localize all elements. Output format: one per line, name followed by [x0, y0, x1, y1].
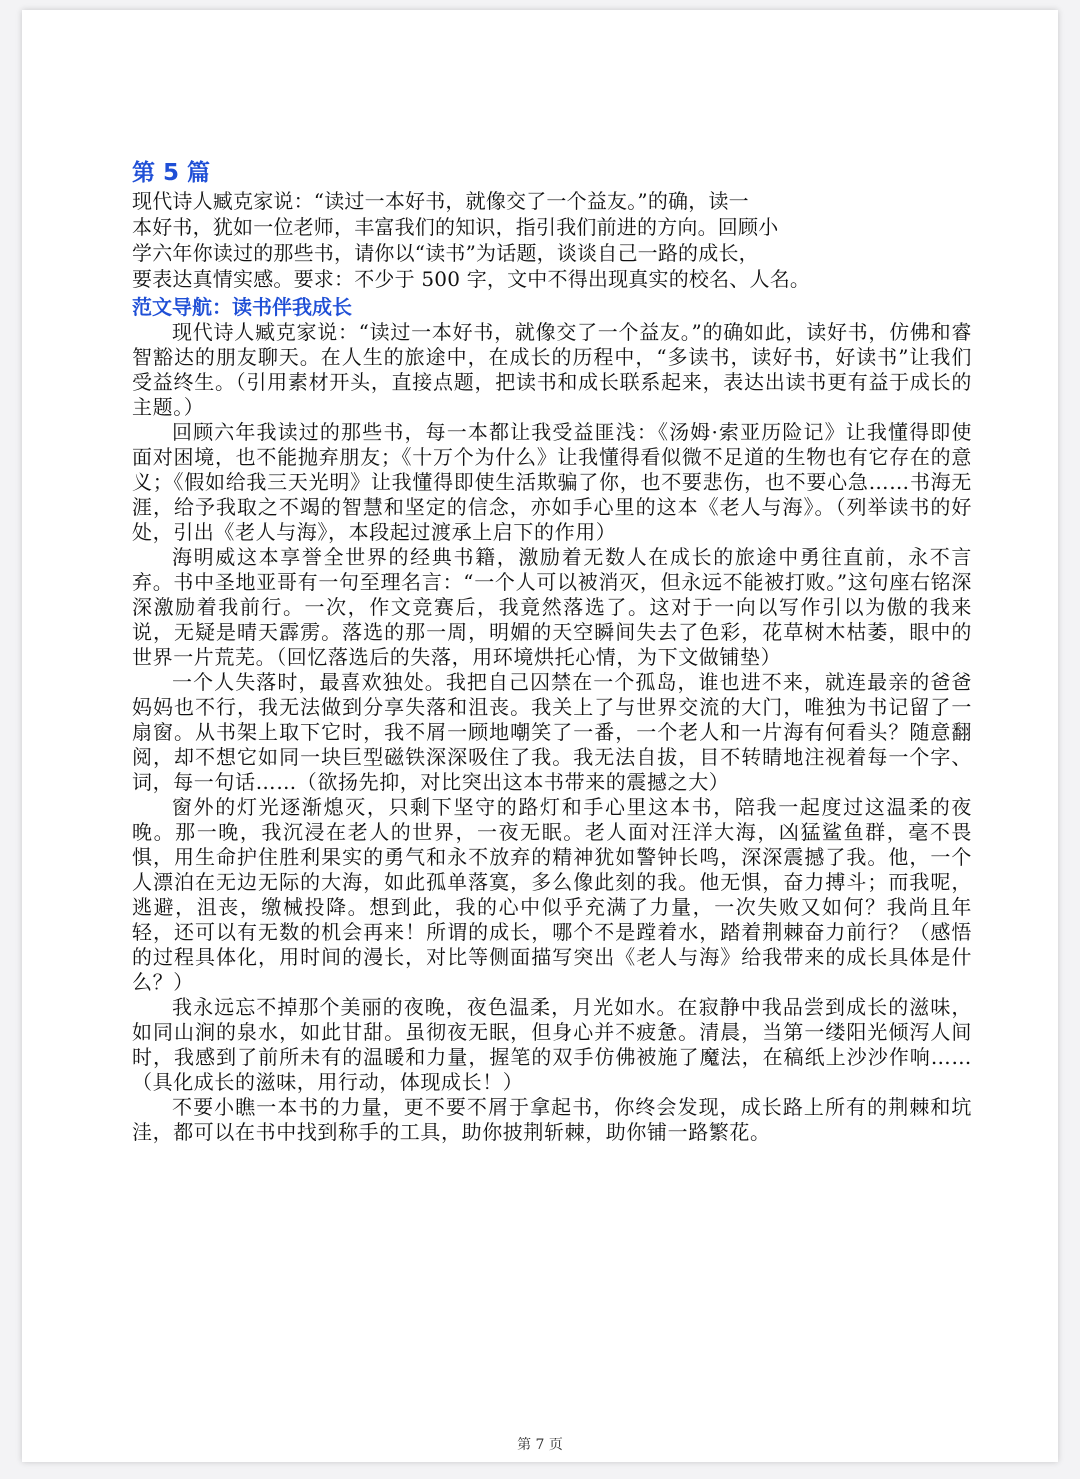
essay-paragraph: 海明威这本享誉全世界的经典书籍，激励着无数人在成长的旅途中勇往直前，永不言弃。书中圣地亚哥有一句至理名言：“一个人可以被消灭，但永远不能被打败。”这句座右铭深深激励着我前行。一次，作文竞赛后，我竟然落选了。这对于一向以写作引以为傲的我来说，无疑是晴天霹雳。落选的那一周，明媚的天空瞬间失去了色彩，花草树木枯萎，眼中的世界一片荒芜。（回忆落选后的失落，用环境烘托心情，为下文做铺垫）: [132, 545, 972, 669]
page-content: [132, 158, 972, 1145]
prompt-line: 要表达真情实感。要求：不少于 500 字，文中不得出现真实的校名、人名。: [132, 267, 811, 291]
essay-paragraph: 窗外的灯光逐渐熄灭，只剩下坚守的路灯和手心里这本书，陪我一起度过这温柔的夜晚。那一晚，我沉浸在老人的世界，一夜无眠。老人面对汪洋大海，凶猛鲨鱼群，毫不畏惧，用生命护住胜利果实的勇气和永不放弃的精神犹如警钟长鸣，深深震撼了我。他，一个人漂泊在无边无际的大海，如此孤单落寞，多么像此刻的我。他无惧，奋力搏斗；而我呢，逃避，沮丧，缴械投降。想到此，我的心中似乎充满了力量，一次失败又如何？我尚且年轻，还可以有无数的机会再来！所谓的成长，哪个不是蹚着水，踏着荆棘奋力前行？（感悟的过程具体化，用时间的漫长，对比等侧面描写突出《老人与海》给我带来的成长具体是什么？）: [132, 795, 972, 994]
page-number: 第 7 页: [517, 1437, 563, 1453]
article-title: 第 5 篇: [132, 160, 211, 186]
prompt-line: 本好书，犹如一位老师，丰富我们的知识，指引我们前进的方向。回顾小: [132, 215, 779, 239]
essay-paragraph: 现代诗人臧克家说：“读过一本好书，就像交了一个益友。”的确如此，读好书，仿佛和睿智豁达的朋友聊天。在人生的旅途中，在成长的历程中，“多读书，读好书，好读书”让我们受益终生。（引用素材开头，直接点题，把读书和成长联系起来，表达出读书更有益于成长的主题。）: [132, 320, 972, 419]
writing-prompt: [132, 188, 972, 292]
essay-paragraph: 回顾六年我读过的那些书，每一本都让我受益匪浅：《汤姆·索亚历险记》让我懂得即使面对困境，也不能抛弃朋友；《十万个为什么》让我懂得看似微不足道的生物也有它存在的意义；《假如给我三天光明》让我懂得即使生活欺骗了你，也不要悲伤，也不要心急……书海无涯，给予我取之不竭的智慧和坚定的信念，亦如手心里的这本《老人与海》。（列举读书的好处，引出《老人与海》，本段起过渡承上启下的作用）: [132, 420, 972, 544]
essay-paragraph: 我永远忘不掉那个美丽的夜晚，夜色温柔，月光如水。在寂静中我品尝到成长的滋味，如同山涧的泉水，如此甘甜。虽彻夜无眠，但身心并不疲惫。清晨，当第一缕阳光倾泻人间时，我感到了前所未有的温暖和力量，握笔的双手仿佛被施了魔法，在稿纸上沙沙作响……（具化成长的滋味，用行动，体现成长！）: [132, 995, 972, 1094]
model-essay: [132, 320, 972, 1145]
essay-paragraph: 不要小瞧一本书的力量，更不要不屑于拿起书，你终会发现，成长路上所有的荆棘和坑洼，都可以在书中找到称手的工具，助你披荆斩棘，助你铺一路繁花。: [132, 1095, 972, 1144]
document-page: [22, 10, 1058, 1462]
prompt-line: 现代诗人臧克家说：“读过一本好书，就像交了一个益友。”的确，读一: [132, 189, 749, 213]
prompt-line: 学六年你读过的那些书，请你以“读书”为话题，谈谈自己一路的成长，: [132, 241, 759, 265]
essay-paragraph: 一个人失落时，最喜欢独处。我把自己囚禁在一个孤岛，谁也进不来，就连最亲的爸爸妈妈也不行，我无法做到分享失落和沮丧。我关上了与世界交流的大门，唯独为书记留了一扇窗。从书架上取下它时，我不屑一顾地嘲笑了一番，一个老人和一片海有何看头？随意翻阅，却不想它如同一块巨型磁铁深深吸住了我。我无法自拔，目不转睛地注视着每一个字、词，每一句话……（欲扬先抑，对比突出这本书带来的震撼之大）: [132, 670, 972, 794]
guide-title: 范文导航：读书伴我成长: [132, 295, 352, 319]
